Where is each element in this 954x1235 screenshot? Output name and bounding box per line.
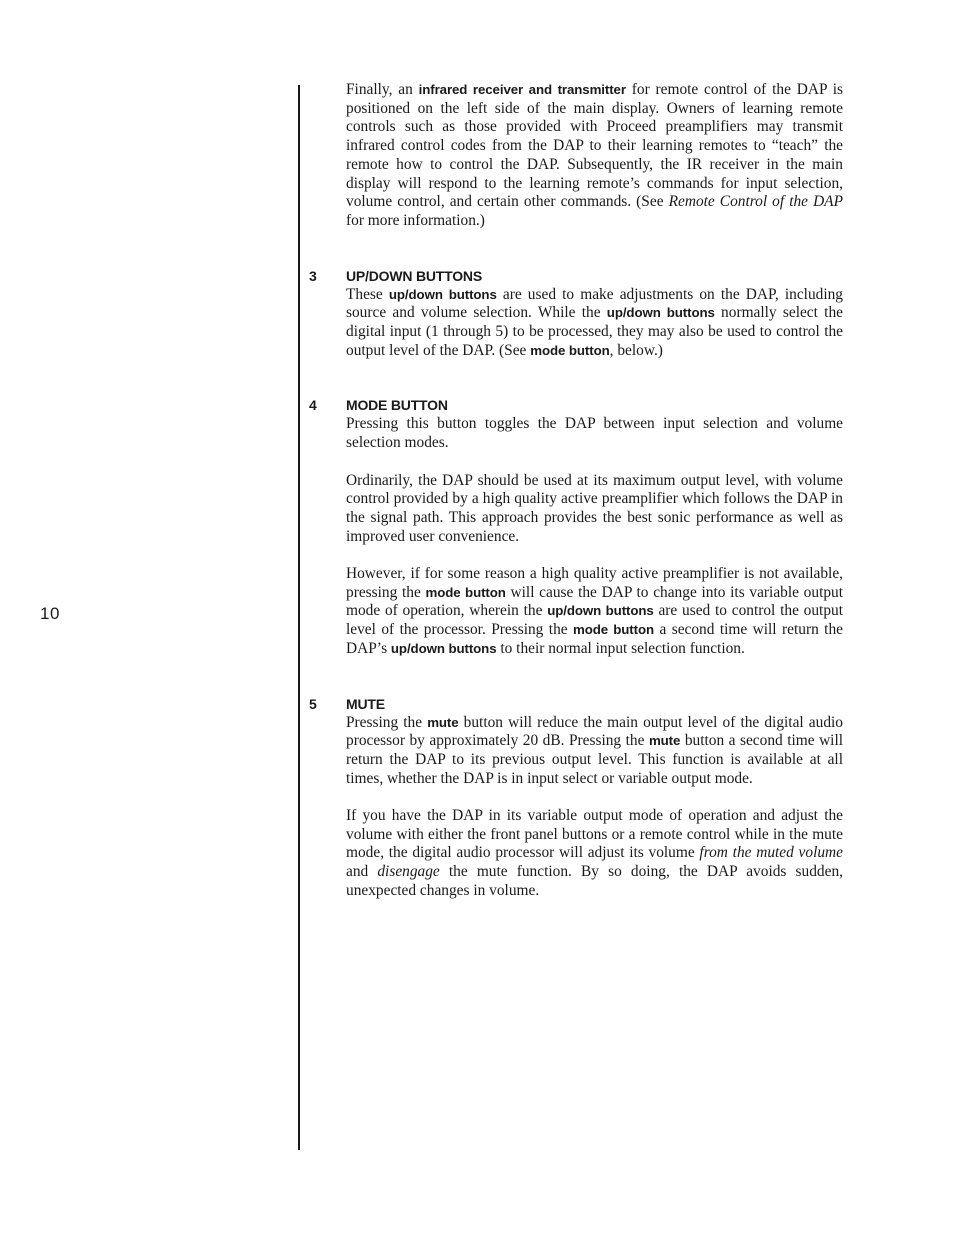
section-heading: MUTE [346,695,385,712]
text-run: If you have the DAP in its variable output mode of operation and adjust the volume with either the front panel buttons or a remote control while in the mute mode, the digital audio processor will adjust its volume [346,807,843,862]
intro-paragraph [346,81,843,231]
section-mode-button [309,396,844,658]
bold-term: up/down buttons [606,305,715,321]
intro-section [346,81,843,231]
bold-term: mute [648,733,681,749]
section-heading: UP/DOWN BUTTONS [346,267,482,284]
text-run: Finally, an [346,81,419,98]
bold-term: infrared receiver and transmitter [418,82,626,97]
text-run: for more information.) [346,211,485,229]
section-paragraph [346,807,843,901]
text-run: are used to make adjustments on the DAP, including source and volume selection. While the [346,285,843,322]
bold-term: mute [427,714,459,730]
bold-term: up/down buttons [390,640,497,656]
text-run: for remote control of the DAP is positioned on the left side of the main display. Owners of learning remote controls such as those provided with Proceed preamplifiers may transmit infrared control codes from the DAP to their learning remotes to “teach” the remote how to control the DAP. Subsequently, the IR receiver in the main display will respond to the learning remote’s commands for input selection, volume control, and certain other commands. (See [346,81,844,211]
text-run: These [346,285,389,303]
bold-term: up/down buttons [388,286,497,302]
body-content [309,81,844,901]
text-run: , below.) [609,341,663,359]
italic-phrase: from the muted volume [699,844,844,862]
section-paragraph [346,565,843,659]
text-run: the mute function. By so doing, the DAP avoids sudden, unexpected changes in volume. [346,863,843,899]
section-paragraph: Ordinarily, the DAP should be used at its maximum output level, with volume control provided by a high quality active preamplifier which follows the DAP in the signal path. This approach provides the best sonic performance as well as improved user convenience. [346,471,843,545]
section-number: 3 [309,267,317,284]
bold-term: mode button [530,342,610,358]
text-run: button will reduce the main output level of the digital audio processor by approximately 20 dB. Pressing the [346,713,843,750]
text-run: Pressing the [346,713,428,731]
vertical-rule [298,85,300,1150]
section-number: 5 [309,695,317,712]
text-run: normally select the digital input (1 through 5) to be processed, they may also be used to control the output level of the DAP. (See [346,304,843,359]
italic-reference: Remote Control of the DAP [668,193,843,211]
section-heading: MODE BUTTON [346,397,448,414]
section-mute [309,695,844,901]
page-number: 10 [40,604,60,623]
text-run: a second time will return the DAP’s [346,621,843,657]
bold-term: up/down buttons [547,603,654,619]
italic-phrase: disengage [377,863,440,881]
section-paragraph [346,714,843,789]
section-number: 4 [309,397,317,414]
text-run: to their normal input selection function. [496,639,745,657]
text-run: will cause the DAP to change into its variable output mode of operation, wherein the [346,583,844,620]
text-run: and [346,863,378,881]
text-run: However, if for some reason a high quality active preamplifier is not available, pressing the [346,565,843,601]
text-run: button a second time will return the DAP to its previous output level. This function is available at all times, whether the DAP is in input select or variable output mode. [346,732,844,787]
section-paragraph [346,286,843,361]
text-run: are used to control the output level of the processor. Pressing the [346,602,843,639]
bold-term: mode button [573,622,655,638]
section-paragraph: Pressing this button toggles the DAP between input selection and volume selection modes. [346,415,843,452]
section-up-down-buttons [309,267,843,361]
bold-term: mode button [425,584,506,600]
